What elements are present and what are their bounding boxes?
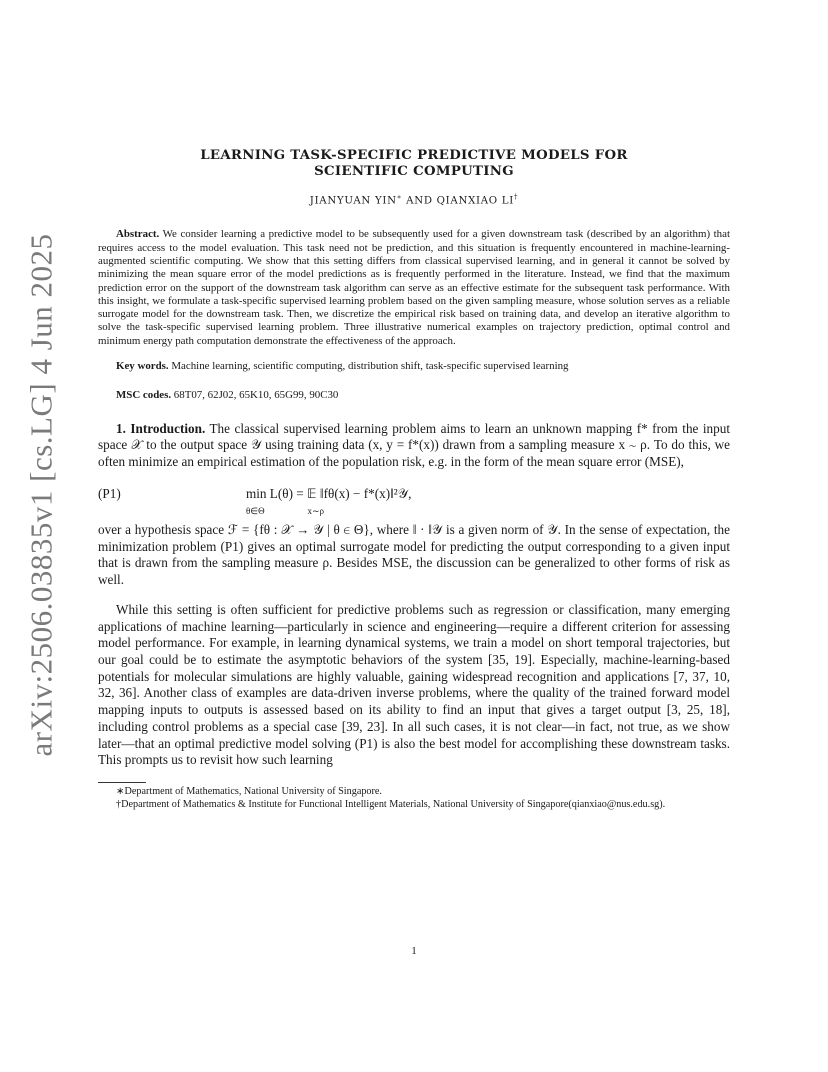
paper-title xyxy=(98,148,730,180)
intro-p1-text: The classical supervised learning problem aims to learn an unknown mapping f* from the input space 𝒳 to the output space 𝒴 using training data (x, y = f*(x)) drawn from a sampling measure x ∼ ρ. To do this, we often minimize an empirical estimation of the population risk, e.g. in the form of the mean square error (MSE), xyxy=(98,420,730,470)
abstract-text: We consider learning a predictive model to be subsequently used for a given downstream task (described by an algorithm) that requires access to the model evaluation. This task need not be prediction, and this situation is frequently encountered in machine-learning-augmented scientific computing. We show that this setting differs from classical supervised learning, and in general it cannot be solved by minimizing the mean square error of the model predictions as is frequently performed in the literature. Instead, we find that the maximum prediction error on the support of the downstream task algorithm can serve as an effective estimate for the subsequent task performance. With this insight, we formulate a task-specific supervised learning problem based on the given sampling measure, whose solution serves as a reliable surrogate model for the downstream task. Then, we discretize the empirical risk based on training data, and develop an iterative algorithm to solve the task-specific supervised learning problem. Three illustrative numerical examples on trajectory prediction, optimal control and minimum energy path computation demonstrate the effectiveness of the approach. xyxy=(98,228,730,347)
equation-expression xyxy=(246,486,411,518)
intro-paragraph-1 xyxy=(98,421,730,471)
author-1-mark: ∗ xyxy=(396,193,403,201)
keywords-text: Machine learning, scientific computing, distribution shift, task-specific supervised learning xyxy=(171,360,569,373)
footnotes xyxy=(98,786,730,811)
paper-page xyxy=(98,148,730,811)
intro-paragraph-3: While this setting is often sufficient for predictive problems such as regression or classification, many emerging applications of machine learning—particularly in science and engineering—require a different criterion for assessing model performance. For example, in learning dynamical systems, we train a model on short temporal trajectories, but our goal could be to estimate the asymptotic behaviors of the system [35, 19]. Especially, machine-learning-based potentials for molecular simulations are highly valuable, gaining widespread recognition and applications [7, 37, 10, 32, 36]. Another class of examples are data-driven inverse problems, where the quality of the trained forward model mapping inputs to outputs is assessed based on its ability to find an input that gives a target output [3, 25, 18], including control problems as a special case [39, 23]. In all such cases, it is not clear—in fact, not true, as we show later—that an optimal predictive model solving (P1) is also the best model for accomplishing these downstream tasks. This prompts us to revisit how such learning xyxy=(98,601,730,768)
equation-tag: (P1) xyxy=(98,485,121,501)
author-2: QIANXIAO LI xyxy=(436,195,514,207)
equation-expectation-subscript: x∼ρ xyxy=(307,505,325,516)
arxiv-identifier-text: arXiv:2506.03835v1 [cs.LG] 4 Jun 2025 xyxy=(24,233,59,757)
arxiv-identifier xyxy=(8,233,76,757)
footnote-2: †Department of Mathematics & Institute for Functional Intelligent Materials, National University of Singapore(qianxiao@nus.edu.sg). xyxy=(116,798,666,810)
author-conjunction: AND xyxy=(402,195,437,207)
title-line-1: LEARNING TASK-SPECIFIC PREDICTIVE MODELS FOR xyxy=(200,148,628,163)
intro-paragraph-2: over a hypothesis space ℱ = {fθ : 𝒳 → 𝒴 | θ ∈ Θ}, where ‖ · ‖𝒴 is a given norm of 𝒴. In the sense of expectation, the minimization problem (P1) gives an optimal surrogate model for predicting the output corresponding to a given input that is drawn from the sampling measure ρ. Besides MSE, the discussion can be generalized to other forms of risk as well. xyxy=(98,521,730,588)
equation-body: min L(θ) = 𝔼 ‖fθ(x) − f*(x)‖²𝒴, xyxy=(246,485,412,501)
author-line xyxy=(98,190,730,208)
abstract xyxy=(98,228,730,348)
author-2-mark: † xyxy=(514,193,519,201)
author-1: JIANYUAN YIN xyxy=(309,195,397,207)
section-heading: 1. Introduction. xyxy=(116,420,206,436)
msc-label: MSC codes. xyxy=(116,389,172,402)
keywords xyxy=(98,360,730,373)
equation-min-subscript: θ∈Θ xyxy=(246,505,265,516)
keywords-label: Key words. xyxy=(116,360,169,373)
page-number: 1 xyxy=(411,945,417,957)
equation-p1 xyxy=(98,484,730,516)
title-line-2: SCIENTIFIC COMPUTING xyxy=(314,164,514,179)
footnote-1: ∗Department of Mathematics, National University of Singapore. xyxy=(116,786,382,798)
footnote-rule xyxy=(98,782,146,783)
msc-text: 68T07, 62J02, 65K10, 65G99, 90C30 xyxy=(173,389,339,402)
msc-codes xyxy=(98,389,730,402)
abstract-label: Abstract. xyxy=(116,228,160,241)
